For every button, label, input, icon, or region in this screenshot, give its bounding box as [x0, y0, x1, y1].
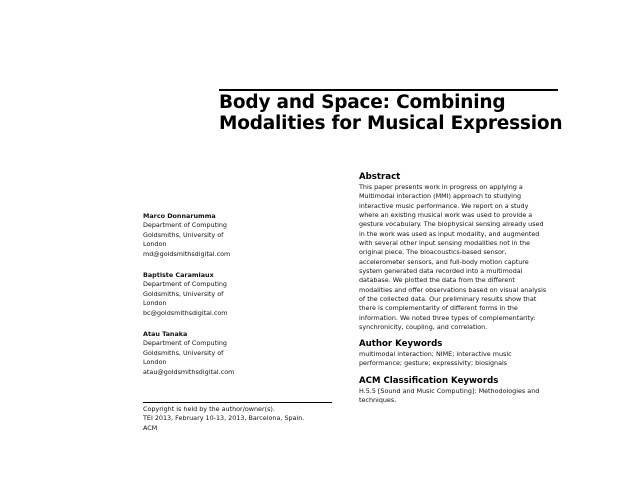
- author-block: [143, 271, 283, 318]
- title-line: Modalities for Musical Expression: [219, 113, 563, 134]
- abstract-line: original piece. The bioacoustics-based sensor,: [359, 248, 507, 257]
- acm-line: techniques.: [359, 396, 397, 405]
- author-affiliation: London: [143, 358, 167, 367]
- author-email: bc@goldsmithsdigital.com: [143, 308, 228, 317]
- keywords-line: performance; gesture; expressivity; biosignals: [359, 359, 508, 368]
- title-line: Body and Space: Combining: [219, 92, 506, 113]
- abstract-line: where an existing musical work was used to provide a: [359, 211, 533, 220]
- author-block: [143, 212, 283, 259]
- author-block: [143, 330, 283, 377]
- author-name: Baptiste Caramiaux: [143, 271, 214, 280]
- author-affiliation: London: [143, 299, 167, 308]
- abstract-line: Multimodal interaction (MMI) approach to studying: [359, 192, 522, 201]
- abstract-line: gesture vocabulary. The biophysical sensing already used: [359, 220, 544, 229]
- abstract-body: [359, 183, 546, 333]
- author-affiliation: London: [143, 240, 167, 249]
- author-name: Marco Donnarumma: [143, 212, 216, 220]
- copyright-rule: [143, 402, 332, 403]
- acm-line: H.5.5 [Sound and Music Computing]: Methodologies and: [359, 387, 540, 395]
- title-rule: [219, 89, 558, 91]
- abstract-line: synchronicity, coupling, and correlation.: [359, 323, 488, 332]
- abstract-line: there is complementarity of different forms in the: [359, 304, 518, 313]
- abstract-line: information. We noted three types of complementarity:: [359, 313, 536, 322]
- paper-title: [219, 92, 599, 134]
- acm-classification-body: [359, 387, 539, 406]
- abstract-section: [359, 172, 546, 333]
- author-affiliation: Department of Computing: [143, 280, 227, 289]
- abstract-line: interactive music performance. We report on a study: [359, 201, 529, 210]
- abstract-line: in the work was used as input modality, and augmented: [359, 229, 540, 238]
- abstract-line: of the collected data. Our preliminary results show that: [359, 295, 537, 304]
- abstract-heading: Abstract: [359, 172, 401, 182]
- author-affiliation: Department of Computing: [143, 221, 227, 230]
- author-affiliation: Goldsmiths, University of: [143, 348, 224, 357]
- author-keywords-body: [359, 350, 512, 369]
- author-list: [143, 212, 283, 389]
- author-keywords-heading: Author Keywords: [359, 339, 443, 349]
- acm-classification-section: [359, 376, 539, 406]
- copyright-line: ACM: [143, 423, 158, 432]
- abstract-line: accelerometer sensors, and full-body motion capture: [359, 257, 529, 266]
- author-affiliation: Department of Computing: [143, 339, 227, 348]
- abstract-line: modalities and offer observations based on visual analysis: [359, 285, 547, 294]
- author-keywords-section: [359, 339, 512, 369]
- keywords-line: multimodal interaction; NIME; interactive music: [359, 350, 512, 358]
- abstract-line: system generated data recorded into a multimodal: [359, 267, 523, 276]
- abstract-line: This paper presents work in progress on applying a: [359, 183, 523, 191]
- abstract-line: with several other input sensing modalities not in the: [359, 239, 531, 248]
- author-affiliation: Goldsmiths, University of: [143, 289, 224, 298]
- author-affiliation: Goldsmiths, University of: [143, 230, 224, 239]
- copyright-notice: [143, 405, 304, 433]
- copyright-line: Copyright is held by the author/owner(s).: [143, 405, 275, 413]
- author-email: md@goldsmithsdigital.com: [143, 249, 231, 258]
- copyright-line: TEI 2013, February 10-13, 2013, Barcelona, Spain.: [143, 414, 305, 423]
- author-email: atau@goldsmithsdigital.com: [143, 367, 235, 376]
- author-name: Atau Tanaka: [143, 330, 188, 339]
- acm-classification-heading: ACM Classification Keywords: [359, 376, 499, 386]
- abstract-line: database. We plotted the data from the different: [359, 276, 515, 285]
